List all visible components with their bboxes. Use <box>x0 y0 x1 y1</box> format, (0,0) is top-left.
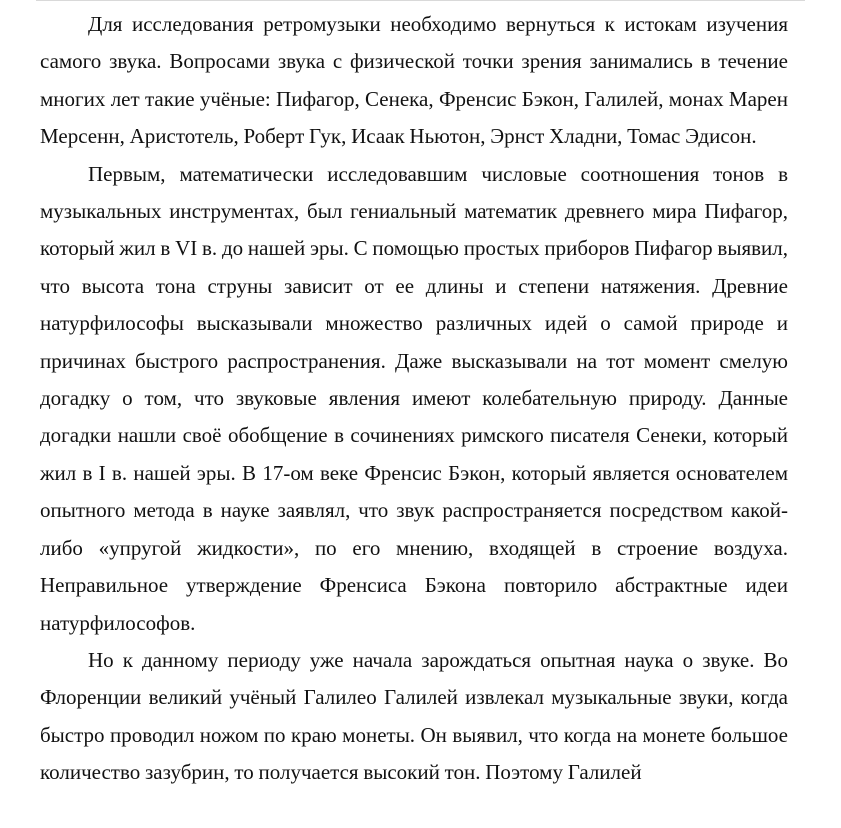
paragraph-3: Но к данному периоду уже начала зарождаться опытная наука о звуке. Во Флоренции великий учёный Галилео Галилей извлекал музыкальные звуки, когда быстро проводил ножом по краю монеты. Он выявил, что когда на монете большое количество зазубрин, то получается высокий тон. Поэтому Галилей <box>40 647 788 785</box>
paragraph-1: Для исследования ретромузыки необходимо вернуться к истокам изучения самого звука. Вопросами звука с физической точки зрения занимались в течение многих лет такие учёные: Пифагор, Сенека, Френсис Бэкон, Галилей, монах Марен Мерсенн, Аристотель, Роберт Гук, Исаак Ньютон, Эрнст Хладни, Томас Эдисон. <box>40 12 788 149</box>
page-top-edge <box>36 0 805 5</box>
paragraph-2: Первым, математически исследовавшим числовые соотношения тонов в музыкальных инструментах, был гениальный математик древнего мира Пифагор, который жил в VI в. до нашей эры. С помощью простых приборов Пифагор выявил, что высота тона струны зависит от ее длины и степени натяжения. Древние натурфилософы высказывали множество различных идей о самой природе и причинах быстрого распространения. Даже высказывали на тот момент смелую догадку о том, что звуковые явления имеют колебательную природу. Данные догадки нашли своё обобщение в сочинениях римского писателя Сенеки, который жил в I в. нашей эры. В 17-ом веке Френсис Бэкон, который является основателем опытного метода в науке заявлял, что звук распространяется посредством какой-либо «упругой жидкости», по его мнению, входящей в строение воздуха. Неправильное утверждение Френсиса Бэкона повторило абстрактные идеи натурфилософов. <box>40 161 788 635</box>
document-body <box>40 6 788 792</box>
